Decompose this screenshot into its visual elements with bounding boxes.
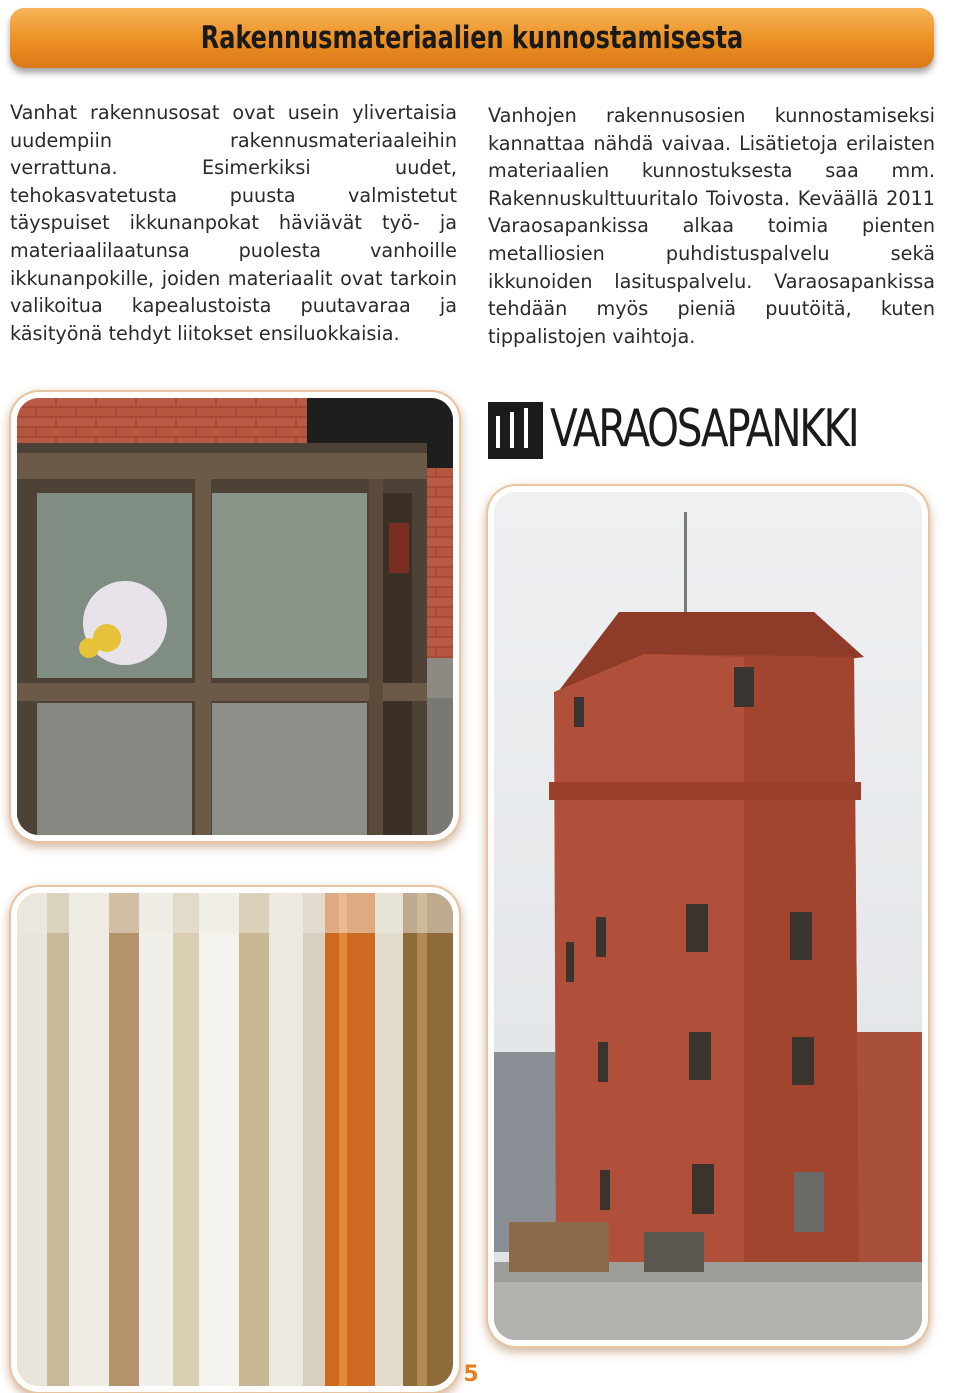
logo-wordmark: VARAOSAPANKKI [550, 399, 858, 459]
varaosapankki-logo [488, 398, 936, 460]
left-column-paragraph: Vanhat rakennusosat ovat usein ylivertaisia uudempiin rakennusmateriaaleihin verrattuna. Esimerkiksi uudet, tehokasvatetusta puusta valmistetut täyspuiset ikkunanpokat häviävät työ- ja materiaalilaatunsa puolesta vanhoille ikkunanpokille, joiden materiaalit ovat tarkoin valikoitua kapealustoista puutavaraa ja käsityönä tehdyt liitokset ensiluokkaisia. [10, 101, 457, 345]
logo-mark-icon [488, 402, 543, 459]
stacked-doors-photo [17, 893, 453, 1386]
right-column-paragraph: Vanhojen rakennusosien kunnostamiseksi kannattaa nähdä vaivaa. Lisätietoja erilaisten materiaalien kunnostuksesta saa mm. Rakennuskulttuuritalo Toivosta. Keväällä 2011 Varaosapankissa alkaa toimia pienten metalliosien puhdistuspalvelu sekä ikkunoiden lasituspalvelu. Varaosapankissa tehdään myös pieniä puutöitä, kuten tippalistojen vaihtoja. [488, 104, 935, 348]
brick-tower-photo [494, 492, 922, 1340]
page-title: Rakennusmateriaalien kunnostamisesta [200, 20, 744, 56]
title-banner [10, 8, 934, 68]
page-number: 5 [463, 1362, 479, 1387]
old-window-photo [17, 398, 453, 835]
